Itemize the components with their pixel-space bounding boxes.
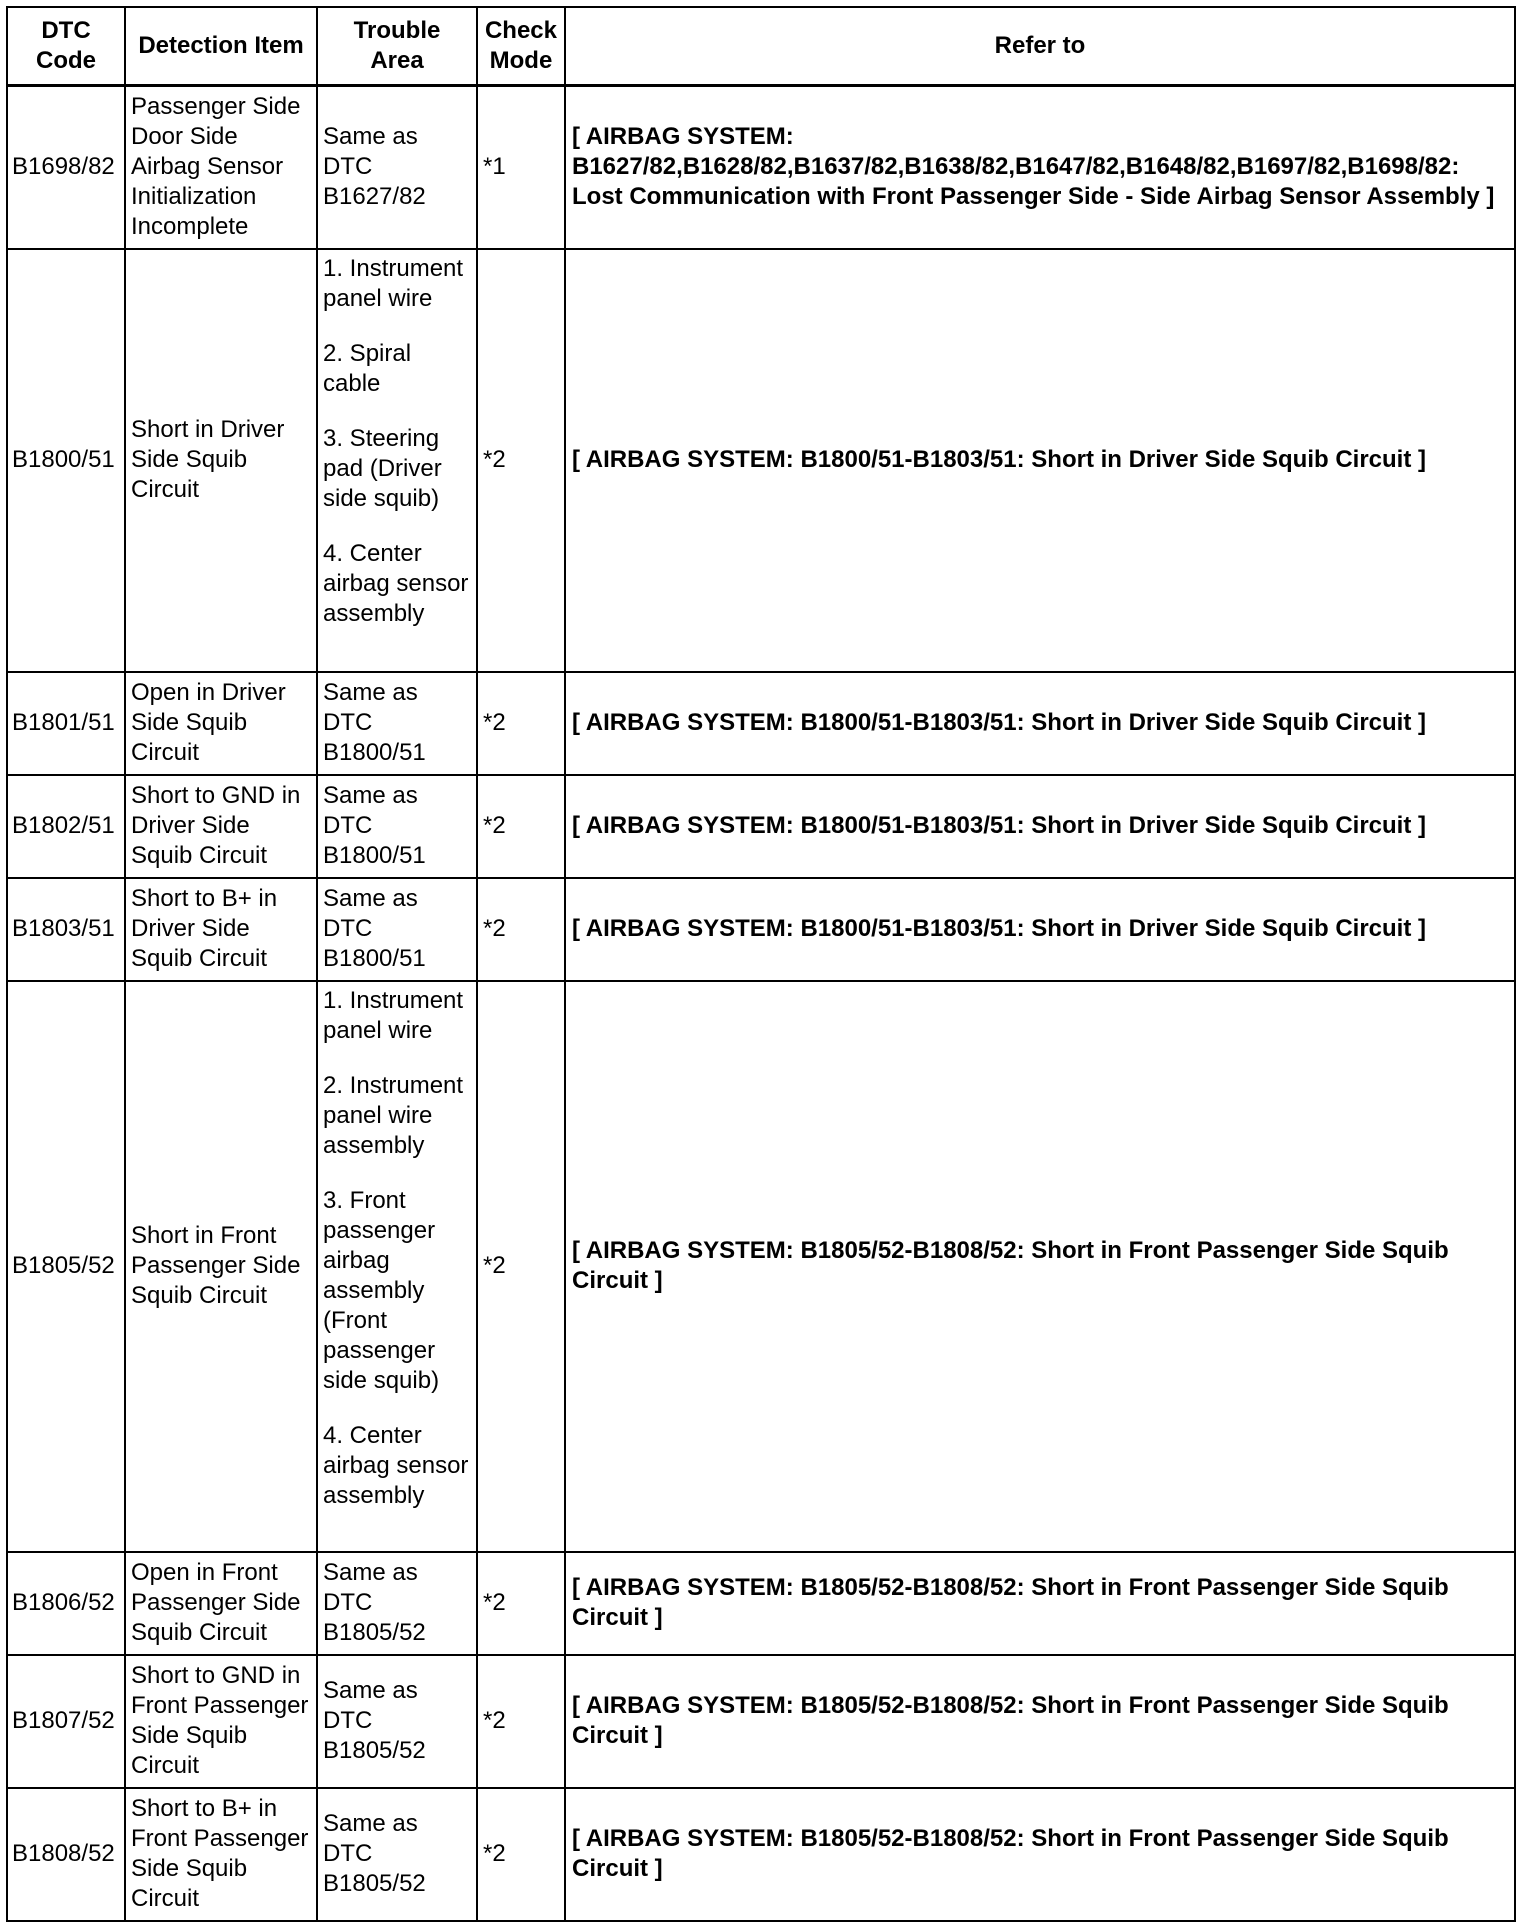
table-row: [7, 249, 1515, 672]
refer-to-link[interactable]: [ AIRBAG SYSTEM: B1800/51-B1803/51: Short in Driver Side Squib Circuit ]: [565, 249, 1515, 672]
refer-to-link[interactable]: [ AIRBAG SYSTEM: B1805/52-B1808/52: Short in Front Passenger Side Squib Circuit ]: [565, 1788, 1515, 1921]
header-dtc-code: [7, 7, 125, 86]
header-check-mode: [477, 7, 565, 86]
table-row: [7, 981, 1515, 1552]
check-mode-cell: *2: [477, 672, 565, 775]
table-row: [7, 1655, 1515, 1788]
dtc-code-cell: B1808/52: [7, 1788, 125, 1921]
detection-item-cell: Short in Front Passenger Side Squib Circuit: [125, 981, 317, 1552]
trouble-area-entry: 1. Instrument panel wire: [323, 986, 464, 1044]
header-check-mode-line-1: Check: [484, 17, 558, 44]
refer-to-link[interactable]: [ AIRBAG SYSTEM: B1800/51-B1803/51: Short in Driver Side Squib Circuit ]: [565, 878, 1515, 981]
check-mode-cell: *2: [477, 981, 565, 1552]
table-header-row: [7, 7, 1515, 86]
trouble-area-cell: [317, 775, 477, 878]
header-dtc-code-line-2: Code: [36, 47, 96, 74]
dtc-code-cell: B1802/51: [7, 775, 125, 878]
trouble-area-cell: [317, 1655, 477, 1788]
dtc-table-container: [6, 6, 1516, 1922]
detection-item-cell: Short in Driver Side Squib Circuit: [125, 249, 317, 672]
detection-item-cell: Short to GND in Driver Side Squib Circuit: [125, 775, 317, 878]
table-row: [7, 672, 1515, 775]
header-refer-to: Refer to: [565, 7, 1515, 86]
refer-to-link[interactable]: [ AIRBAG SYSTEM: B1800/51-B1803/51: Short in Driver Side Squib Circuit ]: [565, 775, 1515, 878]
refer-to-link[interactable]: [ AIRBAG SYSTEM: B1627/82,B1628/82,B1637/82,B1638/82,B1647/82,B1648/82,B1697/82,B1698/82: Lost Communication with Front Passenger Side - Side Airbag Sensor Assembly ]: [565, 86, 1515, 249]
detection-item-cell: Short to GND in Front Passenger Side Squib Circuit: [125, 1655, 317, 1788]
check-mode-cell: *2: [477, 1788, 565, 1921]
trouble-area-entry: Same as DTC B1805/52: [323, 1559, 426, 1646]
detection-item-cell: Short to B+ in Front Passenger Side Squib Circuit: [125, 1788, 317, 1921]
trouble-area-cell: [317, 249, 477, 672]
trouble-area-entry: Same as DTC B1627/82: [323, 123, 426, 211]
table-row: [7, 878, 1515, 981]
detection-item-cell: Open in Driver Side Squib Circuit: [125, 672, 317, 775]
dtc-code-cell: B1806/52: [7, 1552, 125, 1655]
header-check-mode-line-2: Mode: [489, 47, 553, 74]
check-mode-cell: *2: [477, 1655, 565, 1788]
trouble-area-entry: 4. Center airbag sensor assembly: [323, 539, 469, 627]
table-row: [7, 86, 1515, 249]
refer-to-link[interactable]: [ AIRBAG SYSTEM: B1800/51-B1803/51: Short in Driver Side Squib Circuit ]: [565, 672, 1515, 775]
trouble-area-entry: 3. Front passenger airbag assembly (Front passenger side squib): [323, 1186, 440, 1394]
dtc-table: [6, 6, 1516, 1922]
trouble-area-entry: 2. Spiral cable: [323, 339, 412, 397]
header-trouble-area-line-2: Area: [370, 47, 424, 74]
table-row: [7, 1552, 1515, 1655]
trouble-area-entry: 2. Instrument panel wire assembly: [323, 1071, 464, 1159]
trouble-area-entry: Same as DTC B1805/52: [323, 1810, 426, 1897]
refer-to-link[interactable]: [ AIRBAG SYSTEM: B1805/52-B1808/52: Short in Front Passenger Side Squib Circuit ]: [565, 1552, 1515, 1655]
dtc-code-cell: B1803/51: [7, 878, 125, 981]
header-dtc-code-line-1: DTC: [41, 17, 91, 44]
trouble-area-cell: [317, 1552, 477, 1655]
header-detection-item: Detection Item: [125, 7, 317, 86]
detection-item-cell: Passenger Side Door Side Airbag Sensor Initialization Incomplete: [125, 86, 317, 249]
dtc-code-cell: B1698/82: [7, 86, 125, 249]
check-mode-cell: *2: [477, 1552, 565, 1655]
dtc-code-cell: B1805/52: [7, 981, 125, 1552]
check-mode-cell: *1: [477, 86, 565, 249]
check-mode-cell: *2: [477, 878, 565, 981]
refer-to-link[interactable]: [ AIRBAG SYSTEM: B1805/52-B1808/52: Short in Front Passenger Side Squib Circuit ]: [565, 981, 1515, 1552]
trouble-area-cell: [317, 672, 477, 775]
trouble-area-entry: Same as DTC B1800/51: [323, 679, 426, 766]
detection-item-cell: Short to B+ in Driver Side Squib Circuit: [125, 878, 317, 981]
trouble-area-cell: [317, 1788, 477, 1921]
table-row: [7, 1788, 1515, 1921]
detection-item-cell: Open in Front Passenger Side Squib Circuit: [125, 1552, 317, 1655]
trouble-area-entry: 1. Instrument panel wire: [323, 254, 464, 312]
trouble-area-cell: [317, 878, 477, 981]
header-trouble-area-line-1: Trouble: [353, 17, 441, 44]
check-mode-cell: *2: [477, 775, 565, 878]
dtc-code-cell: B1807/52: [7, 1655, 125, 1788]
dtc-code-cell: B1801/51: [7, 672, 125, 775]
trouble-area-entry: 4. Center airbag sensor assembly: [323, 1421, 469, 1509]
trouble-area-cell: [317, 86, 477, 249]
table-row: [7, 775, 1515, 878]
check-mode-cell: *2: [477, 249, 565, 672]
header-trouble-area: [317, 7, 477, 86]
refer-to-link[interactable]: [ AIRBAG SYSTEM: B1805/52-B1808/52: Short in Front Passenger Side Squib Circuit ]: [565, 1655, 1515, 1788]
trouble-area-entry: 3. Steering pad (Driver side squib): [323, 424, 442, 512]
trouble-area-cell: [317, 981, 477, 1552]
dtc-code-cell: B1800/51: [7, 249, 125, 672]
trouble-area-entry: Same as DTC B1805/52: [323, 1677, 426, 1764]
trouble-area-entry: Same as DTC B1800/51: [323, 885, 426, 972]
trouble-area-entry: Same as DTC B1800/51: [323, 782, 426, 869]
